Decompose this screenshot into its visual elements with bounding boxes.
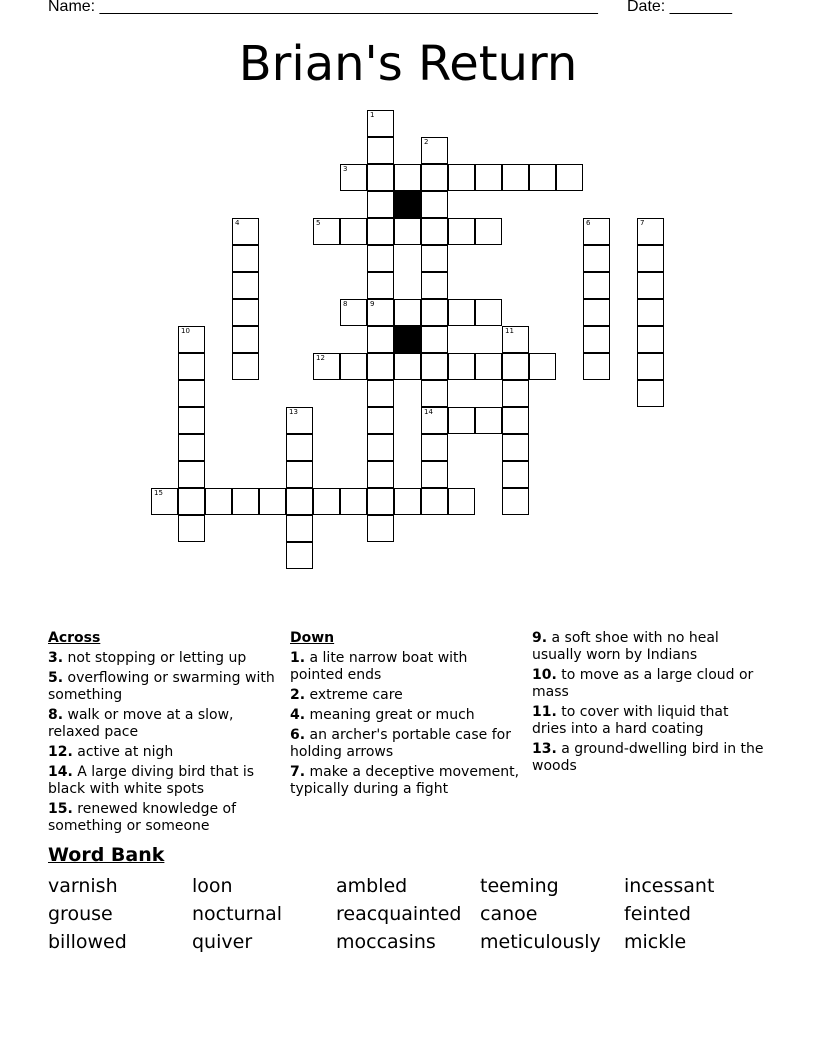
grid-cell[interactable]	[367, 110, 394, 137]
across-heading: Across	[48, 630, 101, 646]
clue-text: renewed knowledge of something or someone	[48, 801, 237, 834]
grid-cell[interactable]	[475, 164, 502, 191]
grid-cell[interactable]	[637, 299, 664, 326]
clue-number: 15	[154, 489, 163, 497]
clue-number: 2	[424, 138, 429, 146]
clue-item	[48, 670, 280, 704]
clue-item	[48, 764, 280, 798]
clue-text: A large diving bird that is black with white spots	[48, 764, 255, 797]
grid-cell[interactable]	[178, 353, 205, 380]
grid-cell[interactable]	[394, 164, 421, 191]
clue-item	[532, 667, 764, 701]
grid-cell[interactable]	[367, 218, 394, 245]
grid-cell[interactable]	[394, 299, 421, 326]
clue-text: a lite narrow boat with pointed ends	[290, 650, 468, 683]
clue-text: make a deceptive movement, typically during a fight	[290, 764, 520, 797]
clue-number: 7	[640, 219, 645, 227]
grid-cell[interactable]	[340, 353, 367, 380]
grid-cell[interactable]	[178, 434, 205, 461]
grid-cell[interactable]	[205, 488, 232, 515]
clue-number: 14	[424, 408, 433, 416]
grid-cell[interactable]	[313, 353, 340, 380]
clue-number: 7.	[290, 764, 306, 780]
clue-number: 2.	[290, 687, 306, 703]
word-bank-word: grouse	[48, 903, 113, 925]
word-bank-word: feinted	[624, 903, 691, 925]
grid-cell[interactable]	[367, 191, 394, 218]
grid-cell[interactable]	[475, 407, 502, 434]
clue-number: 11	[505, 327, 514, 335]
clue-number: 3	[343, 165, 348, 173]
grid-cell[interactable]	[232, 299, 259, 326]
grid-cell[interactable]	[259, 488, 286, 515]
word-bank-word: quiver	[192, 931, 253, 953]
grid-cell[interactable]	[367, 488, 394, 515]
clue-number: 14.	[48, 764, 73, 780]
grid-cell[interactable]	[637, 353, 664, 380]
grid-cell[interactable]	[502, 407, 529, 434]
clue-text: extreme care	[305, 687, 403, 703]
grid-cell[interactable]	[286, 515, 313, 542]
clue-number: 4.	[290, 707, 306, 723]
word-bank-word: incessant	[624, 875, 715, 897]
clue-text: meaning great or much	[305, 707, 475, 723]
grid-cell[interactable]	[367, 245, 394, 272]
word-bank-word: meticulously	[480, 931, 601, 953]
word-bank-word: reacquainted	[336, 903, 462, 925]
clue-item	[532, 630, 764, 664]
clue-number: 13	[289, 408, 298, 416]
grid-cell[interactable]	[502, 380, 529, 407]
grid-cell[interactable]	[367, 164, 394, 191]
word-bank-word: nocturnal	[192, 903, 283, 925]
grid-cell[interactable]	[637, 326, 664, 353]
down-clues	[290, 630, 522, 801]
grid-cell[interactable]	[232, 218, 259, 245]
clue-item	[290, 687, 522, 704]
grid-cell[interactable]	[502, 326, 529, 353]
clue-number: 6.	[290, 727, 306, 743]
clue-item	[290, 650, 522, 684]
grid-cell[interactable]	[448, 407, 475, 434]
grid-cell[interactable]	[340, 218, 367, 245]
grid-cell[interactable]	[394, 218, 421, 245]
name-field[interactable]: Name: ________________________________________________________	[48, 0, 598, 15]
grid-cell[interactable]	[286, 434, 313, 461]
grid-cell[interactable]	[421, 272, 448, 299]
grid-cell[interactable]	[421, 407, 448, 434]
grid-cell[interactable]	[340, 488, 367, 515]
down-heading: Down	[290, 630, 335, 646]
clue-text: a soft shoe with no heal usually worn by Indians	[532, 630, 719, 663]
grid-cell[interactable]	[178, 461, 205, 488]
grid-cell[interactable]	[421, 299, 448, 326]
grid-cell[interactable]	[529, 164, 556, 191]
clue-text: to move as a large cloud or mass	[532, 667, 754, 700]
grid-cell[interactable]	[475, 218, 502, 245]
grid-cell[interactable]	[583, 353, 610, 380]
clue-item	[48, 801, 280, 835]
grid-cell[interactable]	[502, 461, 529, 488]
grid-cell[interactable]	[232, 245, 259, 272]
word-bank-word: canoe	[480, 903, 538, 925]
clue-number: 10.	[532, 667, 557, 683]
grid-cell[interactable]	[367, 272, 394, 299]
grid-cell[interactable]	[583, 245, 610, 272]
grid-cell[interactable]	[448, 488, 475, 515]
clue-text: an archer's portable case for holding arrows	[290, 727, 511, 760]
clue-text: active at nigh	[72, 744, 174, 760]
grid-cell[interactable]	[367, 461, 394, 488]
grid-cell[interactable]	[178, 380, 205, 407]
clue-number: 6	[586, 219, 591, 227]
clue-number: 9	[370, 300, 375, 308]
clue-number: 5	[316, 219, 321, 227]
grid-cell[interactable]	[340, 164, 367, 191]
grid-cell[interactable]	[286, 542, 313, 569]
grid-cell[interactable]	[448, 164, 475, 191]
grid-cell[interactable]	[421, 137, 448, 164]
date-field[interactable]: Date: _______	[627, 0, 732, 15]
word-bank-word: ambled	[336, 875, 408, 897]
grid-cell[interactable]	[583, 272, 610, 299]
clue-item	[48, 744, 280, 761]
down-clues-continued	[532, 630, 764, 778]
grid-cell[interactable]	[286, 461, 313, 488]
grid-cell[interactable]	[421, 434, 448, 461]
grid-cell[interactable]	[583, 299, 610, 326]
clue-number: 11.	[532, 704, 557, 720]
grid-cell[interactable]	[232, 353, 259, 380]
clue-item	[290, 764, 522, 798]
grid-cell[interactable]	[637, 245, 664, 272]
clue-number: 13.	[532, 741, 557, 757]
grid-cell[interactable]	[178, 515, 205, 542]
grid-cell[interactable]	[421, 488, 448, 515]
grid-cell[interactable]	[367, 434, 394, 461]
grid-cell[interactable]	[232, 488, 259, 515]
grid-cell[interactable]	[556, 164, 583, 191]
grid-cell[interactable]	[502, 353, 529, 380]
grid-cell[interactable]	[232, 272, 259, 299]
clue-number: 10	[181, 327, 190, 335]
clue-text: overflowing or swarming with something	[48, 670, 275, 703]
grid-cell[interactable]	[448, 353, 475, 380]
grid-cell[interactable]	[502, 434, 529, 461]
clue-text: walk or move at a slow, relaxed pace	[48, 707, 234, 740]
grid-cell[interactable]	[367, 380, 394, 407]
word-bank-word: mickle	[624, 931, 687, 953]
grid-cell[interactable]	[313, 488, 340, 515]
clue-text: a ground-dwelling bird in the woods	[532, 741, 764, 774]
grid-cell[interactable]	[178, 488, 205, 515]
clue-text: not stopping or letting up	[63, 650, 247, 666]
grid-cell[interactable]	[421, 245, 448, 272]
grid-cell[interactable]	[394, 353, 421, 380]
grid-cell[interactable]	[637, 218, 664, 245]
clue-number: 8	[343, 300, 348, 308]
grid-cell[interactable]	[178, 407, 205, 434]
grid-cell[interactable]	[502, 164, 529, 191]
grid-cell[interactable]	[421, 461, 448, 488]
grid-cell[interactable]	[421, 164, 448, 191]
grid-cell[interactable]	[448, 218, 475, 245]
grid-cell[interactable]	[637, 380, 664, 407]
grid-cell[interactable]	[502, 488, 529, 515]
black-square	[394, 191, 421, 218]
grid-cell[interactable]	[583, 218, 610, 245]
clue-item	[532, 741, 764, 775]
clue-number: 4	[235, 219, 240, 227]
grid-cell[interactable]	[340, 299, 367, 326]
word-bank-word: moccasins	[336, 931, 436, 953]
grid-cell[interactable]	[286, 488, 313, 515]
grid-cell[interactable]	[367, 353, 394, 380]
grid-cell[interactable]	[367, 137, 394, 164]
word-bank-title: Word Bank	[48, 844, 165, 866]
clue-number: 12.	[48, 744, 73, 760]
clue-number: 8.	[48, 707, 64, 723]
grid-cell[interactable]	[637, 272, 664, 299]
grid-cell[interactable]	[367, 515, 394, 542]
word-bank-word: loon	[192, 875, 233, 897]
grid-cell[interactable]	[394, 488, 421, 515]
clue-item	[532, 704, 764, 738]
word-bank-word: varnish	[48, 875, 118, 897]
clue-number: 5.	[48, 670, 64, 686]
grid-cell[interactable]	[178, 326, 205, 353]
clue-item	[48, 707, 280, 741]
clue-item	[290, 707, 522, 724]
word-bank-word: teeming	[480, 875, 559, 897]
grid-cell[interactable]	[421, 353, 448, 380]
grid-cell[interactable]	[421, 218, 448, 245]
across-clues	[48, 630, 280, 838]
grid-cell[interactable]	[367, 407, 394, 434]
grid-cell[interactable]	[421, 326, 448, 353]
black-square	[394, 326, 421, 353]
grid-cell[interactable]	[475, 353, 502, 380]
page-title: Brian's Return	[238, 36, 578, 92]
clue-number: 1	[370, 111, 375, 119]
grid-cell[interactable]	[421, 380, 448, 407]
clue-number: 15.	[48, 801, 73, 817]
grid-cell[interactable]	[232, 326, 259, 353]
word-bank-word: billowed	[48, 931, 127, 953]
clue-item	[290, 727, 522, 761]
grid-cell[interactable]	[367, 299, 394, 326]
clue-item	[48, 650, 280, 667]
clue-number: 9.	[532, 630, 548, 646]
clue-number: 1.	[290, 650, 306, 666]
grid-cell[interactable]	[421, 191, 448, 218]
grid-cell[interactable]	[475, 299, 502, 326]
clue-number: 3.	[48, 650, 64, 666]
grid-cell[interactable]	[448, 299, 475, 326]
clue-text: to cover with liquid that dries into a hard coating	[532, 704, 729, 737]
grid-cell[interactable]	[286, 407, 313, 434]
grid-cell[interactable]	[151, 488, 178, 515]
grid-cell[interactable]	[367, 326, 394, 353]
grid-cell[interactable]	[313, 218, 340, 245]
grid-cell[interactable]	[583, 326, 610, 353]
grid-cell[interactable]	[529, 353, 556, 380]
clue-number: 12	[316, 354, 325, 362]
